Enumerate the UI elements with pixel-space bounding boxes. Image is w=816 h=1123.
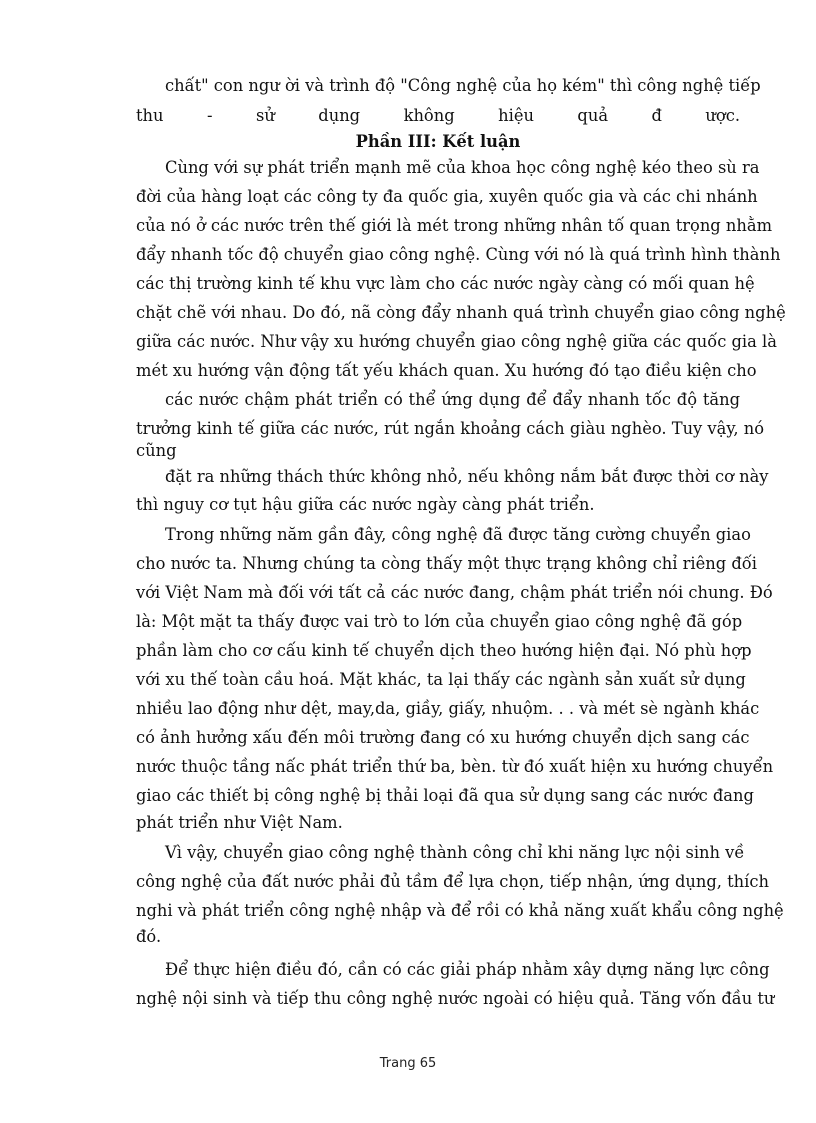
text-line: chất" con ngư ời và trình độ "Công nghệ của họ kém" thì công nghệ tiếp: [165, 76, 761, 95]
text-line: thì nguy cơ tụt hậu giữa các nước ngày càng phát triển.: [136, 495, 595, 514]
text-line: của nó ở các nước trên thế giới là mét trong những nhân tố quan trọng nhằm: [136, 216, 773, 235]
text-line: với Việt Nam mà đối với tất cả các nước đang, chậm phát triển nói chung. Đó: [136, 583, 773, 602]
text-line: đẩy nhanh tốc độ chuyển giao công nghệ. Cùng với nó là quá trình hình thành: [136, 245, 781, 264]
text-line: giao các thiết bị công nghệ bị thải loại đã qua sử dụng sang các nước đang: [136, 786, 754, 805]
page-number: Trang 65: [379, 1056, 437, 1071]
text-line: nghi và phát triển công nghệ nhập và để rồi có khả năng xuất khẩu công nghệ: [136, 901, 784, 920]
text-line: đó.: [136, 927, 162, 946]
text-line: có ảnh hưởng xấu đến môi trường đang có xu hướng chuyển dịch sang các: [136, 728, 750, 747]
text-line: Để thực hiện điều đó, cần có các giải pháp nhằm xây dựng năng lực công: [165, 960, 770, 979]
section-heading: Phần III: Kết luận: [355, 132, 521, 151]
text-line: công nghệ của đất nước phải đủ tầm để lựa chọn, tiếp nhận, ứng dụng, thích: [136, 872, 769, 891]
text-line: trưởng kinh tế giữa các nước, rút ngắn khoảng cách giàu nghèo. Tuy vậy, nó: [136, 419, 765, 438]
text-line: thu - sử dụng không hiệu quả đ ược.: [136, 106, 740, 125]
text-line: phát triển như Việt Nam.: [136, 813, 343, 832]
text-line: các nước chậm phát triển có thể ứng dụng để đẩy nhanh tốc độ tăng: [165, 390, 740, 409]
text-line: nghệ nội sinh và tiếp thu công nghệ nước ngoài có hiệu quả. Tăng vốn đầu tư: [136, 989, 775, 1008]
text-line: Vì vậy, chuyển giao công nghệ thành công chỉ khi năng lực nội sinh về: [165, 843, 745, 862]
text-line: mét xu hướng vận động tất yếu khách quan. Xu hướng đó tạo điều kiện cho: [136, 361, 757, 380]
text-line: đời của hàng loạt các công ty đa quốc gia, xuyên quốc gia và các chi nhánh: [136, 187, 758, 206]
text-line: giữa các nước. Như vậy xu hướng chuyển giao công nghệ giữa các quốc gia là: [136, 332, 777, 351]
text-line: Cùng với sự phát triển mạnh mẽ của khoa học công nghệ kéo theo sù ra: [165, 158, 760, 177]
text-line: Trong những năm gần đây, công nghệ đã được tăng cường chuyển giao: [165, 525, 751, 544]
text-line: nước thuộc tầng nấc phát triển thứ ba, bèn. từ đó xuất hiện xu hướng chuyển: [136, 757, 774, 776]
text-line: là: Một mặt ta thấy được vai trò to lớn của chuyển giao công nghệ đã góp: [136, 612, 743, 631]
text-line: cho nước ta. Nhưng chúng ta còng thấy một thực trạng không chỉ riêng đối: [136, 554, 757, 573]
text-line: chặt chẽ với nhau. Do đó, nã còng đẩy nhanh quá trình chuyển giao công nghệ: [136, 303, 786, 322]
text-line: các thị trường kinh tế khu vực làm cho các nước ngày càng có mối quan hệ: [136, 274, 755, 293]
text-line: nhiều lao động như dệt, may,da, giầy, giấy, nhuộm. . . và mét sè ngành khác: [136, 699, 760, 718]
text-line: cũng: [136, 441, 177, 460]
text-line: đặt ra những thách thức không nhỏ, nếu không nắm bắt được thời cơ này: [165, 467, 769, 486]
text-line: với xu thế toàn cầu hoá. Mặt khác, ta lại thấy các ngành sản xuất sử dụng: [136, 670, 746, 689]
text-line: phần làm cho cơ cấu kinh tế chuyển dịch theo hướng hiện đại. Nó phù hợp: [136, 641, 752, 660]
